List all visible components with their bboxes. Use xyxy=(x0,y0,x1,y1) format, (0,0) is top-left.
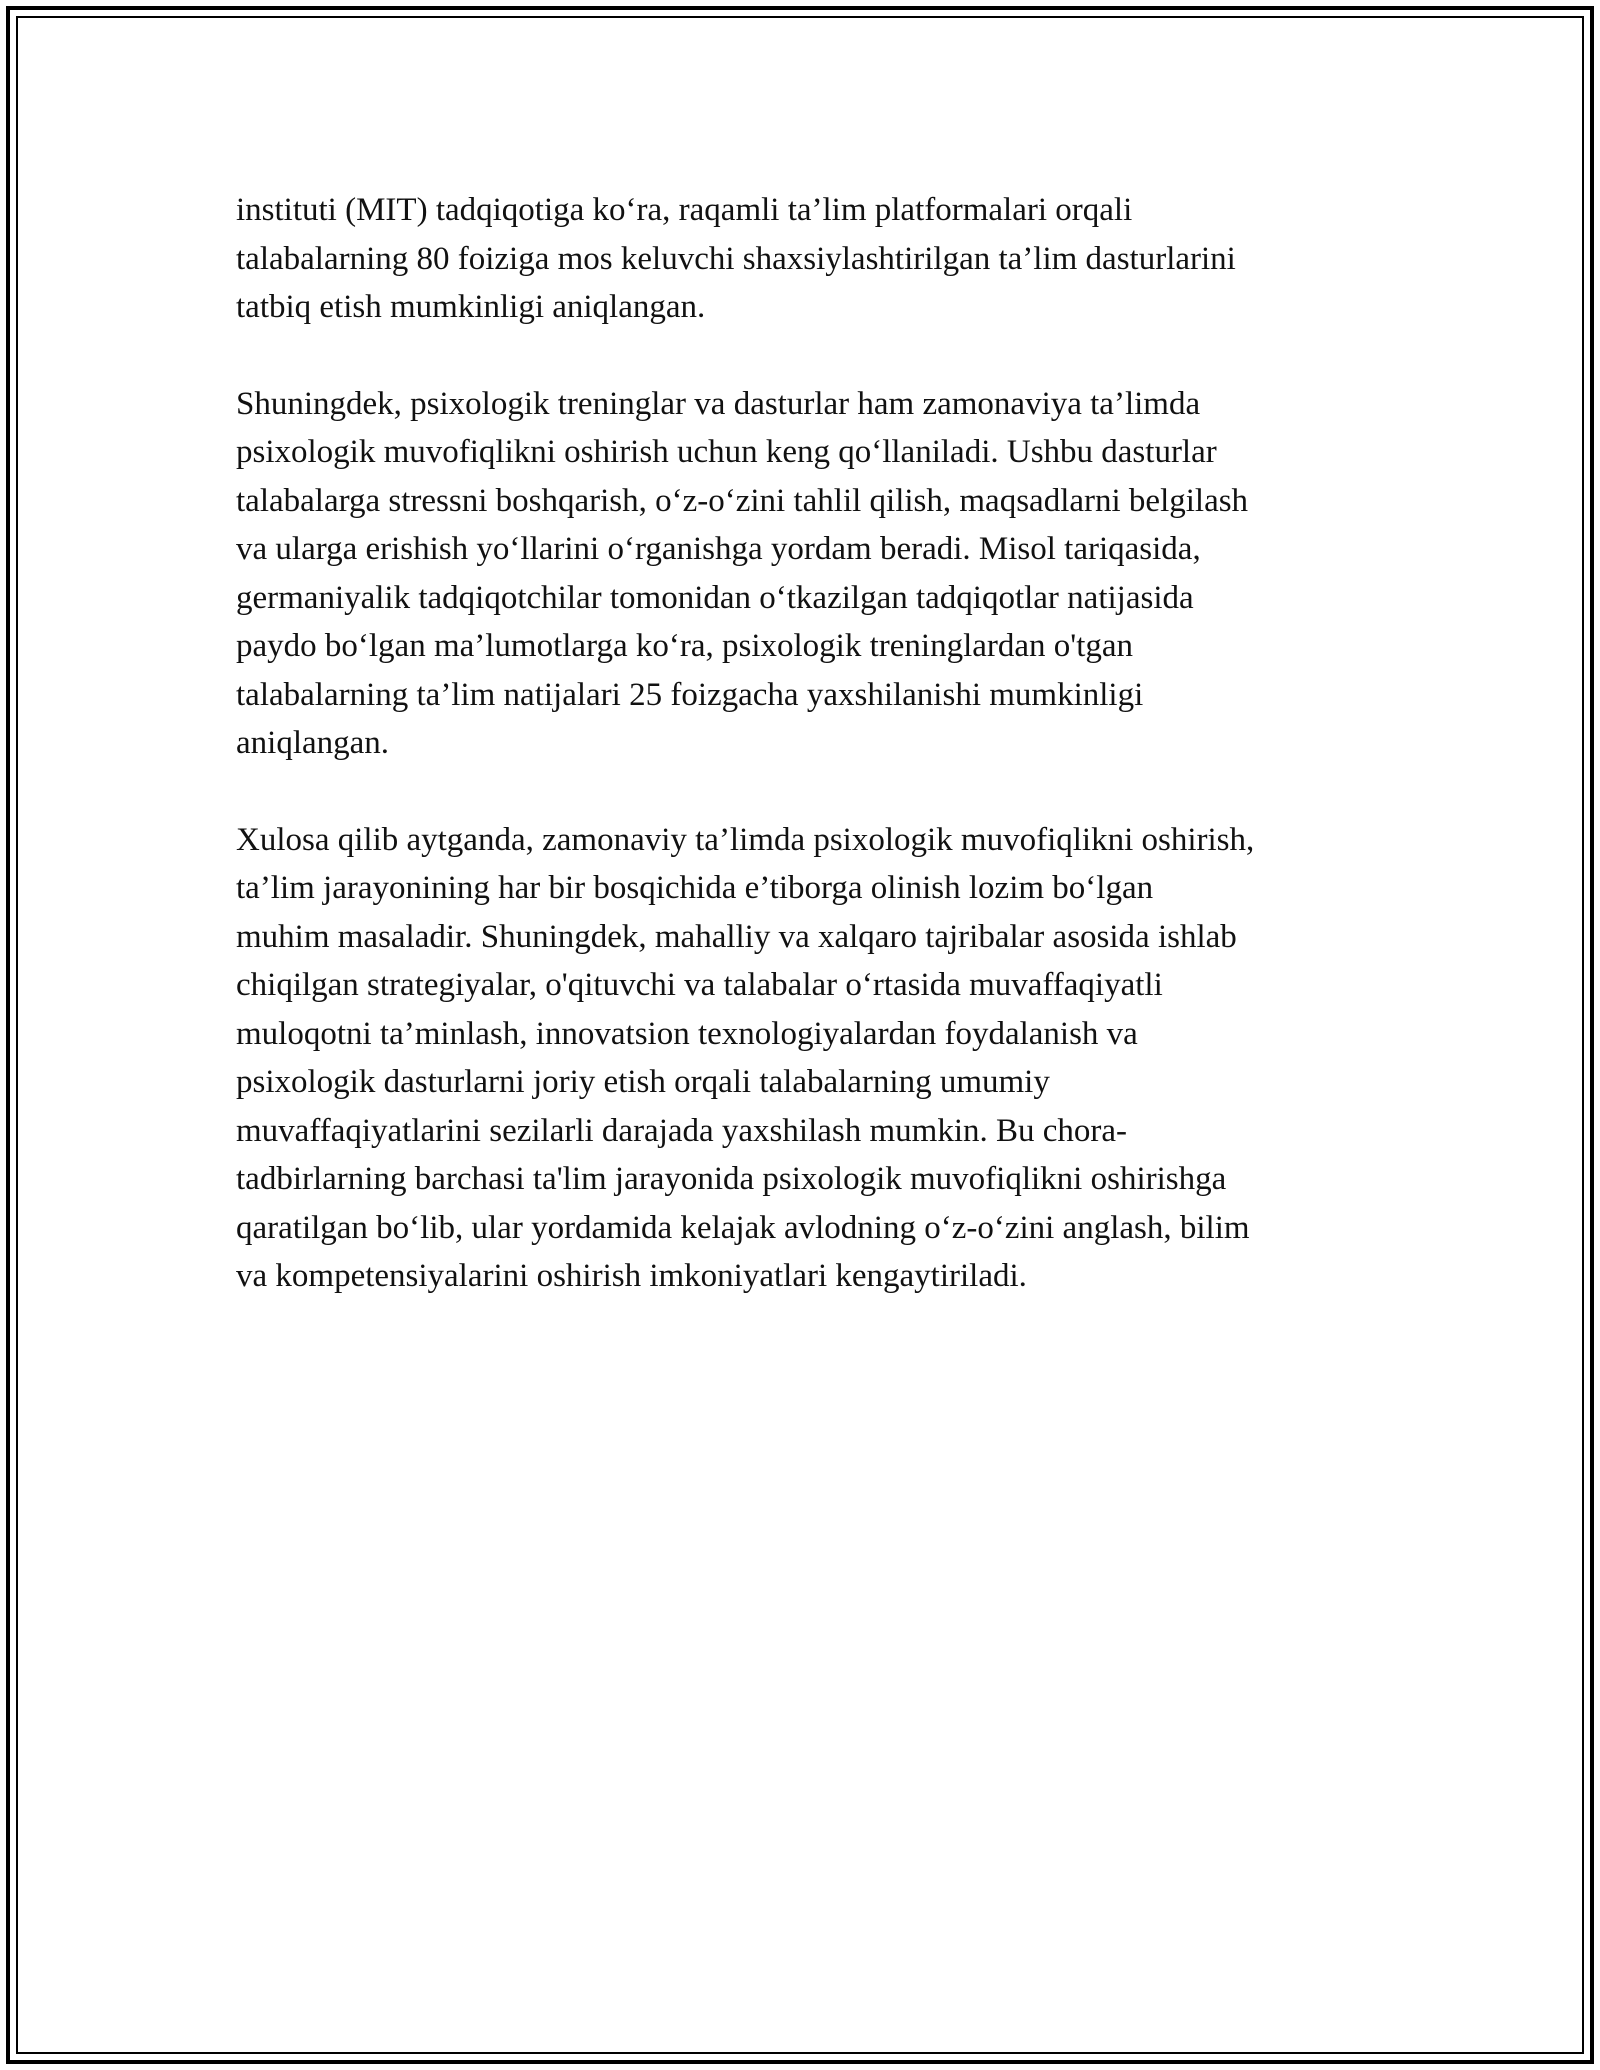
paragraph-2 xyxy=(236,380,1376,768)
text-line: talabalarning 80 foiziga mos keluvchi shaxsiylashtirilgan ta’lim dasturlarini xyxy=(236,240,1236,277)
text-line: tatbiq etish mumkinligi aniqlangan. xyxy=(236,289,706,325)
text-line: qaratilgan bo‘lib, ular yordamida kelajak avlodning o‘z-o‘zini anglash, bilim xyxy=(236,1209,1250,1246)
text-line: aniqlangan. xyxy=(236,725,390,761)
text-line: Xulosa qilib aytganda, zamonaviy ta’limda psixologik muvofiqlikni oshirish, xyxy=(236,821,1255,858)
text-line: muloqotni ta’minlash, innovatsion texnologiyalardan foydalanish va xyxy=(236,1015,1138,1052)
paragraph-1 xyxy=(236,186,1376,332)
text-line: muhim masaladir. Shuningdek, mahalliy va xalqaro tajribalar asosida ishlab xyxy=(236,918,1237,955)
text-line: instituti (MIT) tadqiqotiga ko‘ra, raqamli ta’lim platformalari orqali xyxy=(236,192,1133,228)
text-line: germaniyalik tadqiqotchilar tomonidan o‘tkazilgan tadqiqotlar natijasida xyxy=(236,579,1194,616)
text-line: talabalarning ta’lim natijalari 25 foizgacha yaxshilanishi mumkinligi xyxy=(236,676,1144,713)
text-line: ta’lim jarayonining har bir bosqichida e’tiborga olinish lozim bo‘lgan xyxy=(236,870,1154,906)
text-line: tadbirlarning barchasi ta'lim jarayonida psixologik muvofiqlikni oshirishga xyxy=(236,1161,1227,1197)
paragraph-3 xyxy=(236,816,1376,1301)
text-line: chiqilgan strategiyalar, o'qituvchi va talabalar o‘rtasida muvaffaqiyatli xyxy=(236,967,1163,1003)
text-line: psixologik muvofiqlikni oshirish uchun keng qo‘llaniladi. Ushbu dasturlar xyxy=(236,434,1217,470)
text-line: va kompetensiyalarini oshirish imkoniyatlari kengaytiriladi. xyxy=(236,1258,1027,1294)
text-line: talabalarga stressni boshqarish, o‘z-o‘zini tahlil qilish, maqsadlarni belgilash xyxy=(236,482,1249,519)
text-line: Shuningdek, psixologik treninglar va dasturlar ham zamonaviya ta’limda xyxy=(236,385,1201,422)
text-line: muvaffaqiyatlarini sezilarli darajada yaxshilash mumkin. Bu chora- xyxy=(236,1112,1128,1149)
document-body xyxy=(236,186,1376,1349)
text-line: paydo bo‘lgan ma’lumotlarga ko‘ra, psixologik treninglardan o'tgan xyxy=(236,628,1134,664)
text-line: psixologik dasturlarni joriy etish orqali talabalarning umumiy xyxy=(236,1064,1050,1100)
text-line: va ularga erishish yo‘llarini o‘rganishga yordam beradi. Misol tariqasida, xyxy=(236,531,1201,567)
